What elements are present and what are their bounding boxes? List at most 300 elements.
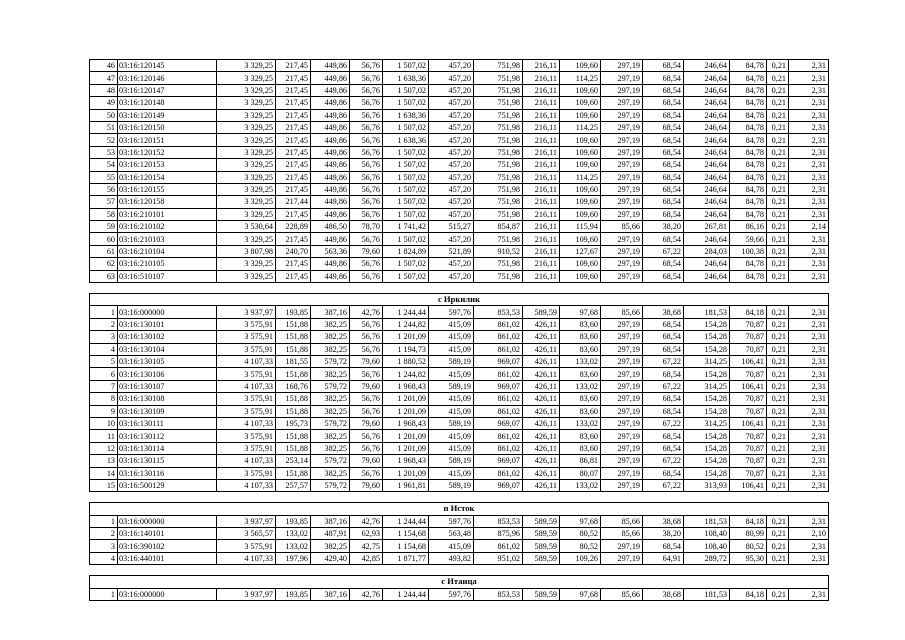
cell-c2: 382,25: [311, 368, 350, 380]
cell-c10: 68,54: [643, 60, 684, 72]
cell-c11: 154,28: [684, 467, 730, 479]
cell-c13: 0,21: [767, 318, 789, 330]
cell-c9: 297,19: [601, 393, 643, 405]
cell-code: 03:16:120150: [118, 121, 217, 133]
cell-c7: 426,11: [523, 331, 560, 343]
cell-c3: 56,76: [350, 343, 383, 355]
section-title: п Исток: [90, 503, 829, 515]
cell-c6: 751,98: [474, 97, 523, 109]
cell-c5: 457,20: [429, 134, 474, 146]
cell-c11: 246,64: [684, 60, 730, 72]
cell-c5: 457,20: [429, 196, 474, 208]
cell-c2: 449,86: [311, 196, 350, 208]
cell-c4: 1 507,02: [383, 60, 429, 72]
cell-num: 15: [90, 479, 118, 491]
cell-c11: 154,28: [684, 318, 730, 330]
cell-c4: 1 507,02: [383, 196, 429, 208]
cell-c7: 216,11: [523, 183, 560, 195]
cell-c7: 589,59: [523, 528, 560, 540]
cell-total: 3 329,25: [217, 146, 276, 158]
cell-total: 3 575,91: [217, 331, 276, 343]
cell-c7: 216,11: [523, 196, 560, 208]
cell-c13: 0,21: [767, 368, 789, 380]
cell-c2: 579,72: [311, 455, 350, 467]
cell-c5: 563,48: [429, 528, 474, 540]
cell-c4: 1 638,36: [383, 72, 429, 84]
cell-num: 2: [90, 528, 118, 540]
cell-c2: 449,86: [311, 109, 350, 121]
cell-c5: 493,82: [429, 552, 474, 564]
cell-c7: 426,11: [523, 405, 560, 417]
cell-c6: 853,53: [474, 306, 523, 318]
table-row: [90, 588, 829, 600]
cell-num: 2: [90, 318, 118, 330]
cell-c13: 0,21: [767, 588, 789, 600]
cell-num: 4: [90, 552, 118, 564]
cell-c8: 133,02: [560, 380, 601, 392]
cell-c2: 449,86: [311, 258, 350, 270]
cell-c10: 68,54: [643, 159, 684, 171]
cell-c7: 426,11: [523, 368, 560, 380]
cell-c9: 297,19: [601, 355, 643, 367]
cell-c9: 297,19: [601, 318, 643, 330]
cell-c3: 79,60: [350, 417, 383, 429]
cell-c6: 751,98: [474, 72, 523, 84]
cell-c10: 68,54: [643, 72, 684, 84]
cell-c9: 297,19: [601, 479, 643, 491]
cell-c13: 0,21: [767, 442, 789, 454]
cell-c10: 38,20: [643, 528, 684, 540]
cell-c4: 1 244,82: [383, 368, 429, 380]
cell-total: 3 575,91: [217, 467, 276, 479]
table-row: [90, 380, 829, 392]
cell-c2: 382,25: [311, 467, 350, 479]
cell-c11: 154,28: [684, 442, 730, 454]
cell-c1: 151,88: [276, 467, 311, 479]
cell-num: 53: [90, 146, 118, 158]
cell-c13: 0,21: [767, 467, 789, 479]
cell-c14: 2,31: [789, 540, 829, 552]
cell-c8: 109,60: [560, 60, 601, 72]
cell-c14: 2,31: [789, 84, 829, 96]
table-row: [90, 171, 829, 183]
cell-c9: 297,19: [601, 208, 643, 220]
cell-num: 8: [90, 393, 118, 405]
cell-c9: 297,19: [601, 380, 643, 392]
cell-num: 10: [90, 417, 118, 429]
cell-c4: 1 244,82: [383, 318, 429, 330]
table-row: [90, 196, 829, 208]
cell-c7: 426,11: [523, 380, 560, 392]
cell-code: 03:16:120155: [118, 183, 217, 195]
cell-c5: 457,20: [429, 121, 474, 133]
cell-c7: 589,59: [523, 306, 560, 318]
table-row: [90, 368, 829, 380]
cell-c3: 56,76: [350, 258, 383, 270]
cell-c5: 457,20: [429, 258, 474, 270]
cell-c5: 415,09: [429, 467, 474, 479]
cell-total: 3 329,25: [217, 208, 276, 220]
cell-c3: 79,60: [350, 380, 383, 392]
cell-code: 03:16:440101: [118, 552, 217, 564]
cell-c13: 0,21: [767, 380, 789, 392]
cell-c4: 1 244,44: [383, 306, 429, 318]
cell-c12: 84,78: [730, 109, 767, 121]
cell-c8: 83,60: [560, 331, 601, 343]
cell-c6: 969,07: [474, 417, 523, 429]
cell-c14: 2,31: [789, 134, 829, 146]
cell-c1: 151,88: [276, 405, 311, 417]
cell-c13: 0,21: [767, 183, 789, 195]
cell-c5: 589,19: [429, 479, 474, 491]
table-row: [90, 318, 829, 330]
cell-c7: 216,11: [523, 97, 560, 109]
cell-c12: 84,78: [730, 84, 767, 96]
cell-code: 03:16:210105: [118, 258, 217, 270]
cell-c10: 68,54: [643, 318, 684, 330]
cell-c2: 382,25: [311, 343, 350, 355]
cell-c2: 449,86: [311, 60, 350, 72]
spacer-cell: [90, 565, 829, 576]
cell-c2: 382,25: [311, 318, 350, 330]
cell-code: 03:16:130101: [118, 318, 217, 330]
cell-c2: 449,86: [311, 134, 350, 146]
cell-c10: 67,22: [643, 380, 684, 392]
cell-c6: 751,98: [474, 171, 523, 183]
table-row: [90, 306, 829, 318]
cell-total: 3 575,91: [217, 430, 276, 442]
cell-c9: 297,19: [601, 552, 643, 564]
cell-code: 03:16:130112: [118, 430, 217, 442]
cell-code: 03:16:130109: [118, 405, 217, 417]
cell-c4: 1 154,68: [383, 528, 429, 540]
cell-c14: 2,31: [789, 455, 829, 467]
cell-total: 3 329,25: [217, 72, 276, 84]
section-header-row: [90, 576, 829, 588]
cell-c4: 1 507,02: [383, 270, 429, 282]
cell-c10: 67,22: [643, 417, 684, 429]
cell-c2: 579,72: [311, 380, 350, 392]
cell-c12: 84,78: [730, 196, 767, 208]
cell-num: 1: [90, 306, 118, 318]
cell-c8: 109,60: [560, 270, 601, 282]
cell-c11: 246,64: [684, 109, 730, 121]
table-row: [90, 417, 829, 429]
cell-code: 03:16:130107: [118, 380, 217, 392]
cell-c12: 84,78: [730, 97, 767, 109]
cell-num: 60: [90, 233, 118, 245]
cell-c1: 168,76: [276, 380, 311, 392]
cell-c13: 0,21: [767, 515, 789, 527]
cell-c8: 109,60: [560, 159, 601, 171]
cell-c6: 751,98: [474, 258, 523, 270]
cell-num: 63: [90, 270, 118, 282]
cell-total: 3 329,25: [217, 84, 276, 96]
cell-c1: 217,45: [276, 97, 311, 109]
cell-code: 03:16:210104: [118, 245, 217, 257]
cell-c6: 751,98: [474, 84, 523, 96]
cell-c3: 56,76: [350, 60, 383, 72]
cell-total: 3 937,97: [217, 515, 276, 527]
cell-c5: 457,20: [429, 97, 474, 109]
cell-c1: 217,45: [276, 208, 311, 220]
cell-c10: 68,54: [643, 405, 684, 417]
cell-code: 03:16:130114: [118, 442, 217, 454]
cell-c4: 1 507,02: [383, 258, 429, 270]
table-row: [90, 84, 829, 96]
cell-c10: 68,54: [643, 121, 684, 133]
cell-c5: 415,09: [429, 343, 474, 355]
cell-c4: 1 201,09: [383, 405, 429, 417]
cell-c6: 861,02: [474, 540, 523, 552]
cell-c9: 297,19: [601, 121, 643, 133]
cell-c8: 109,60: [560, 258, 601, 270]
cell-c7: 426,11: [523, 467, 560, 479]
cell-c14: 2,31: [789, 343, 829, 355]
cell-code: 03:16:000000: [118, 306, 217, 318]
cell-c2: 449,86: [311, 208, 350, 220]
cell-c7: 216,11: [523, 121, 560, 133]
cell-c7: 216,11: [523, 84, 560, 96]
table-row: [90, 355, 829, 367]
cell-c11: 246,64: [684, 72, 730, 84]
cell-c6: 969,07: [474, 479, 523, 491]
cell-c13: 0,21: [767, 528, 789, 540]
cell-c5: 415,09: [429, 331, 474, 343]
cell-c3: 56,76: [350, 331, 383, 343]
cell-c4: 1 961,81: [383, 479, 429, 491]
cell-num: 49: [90, 97, 118, 109]
cell-c8: 133,02: [560, 479, 601, 491]
cell-c3: 56,76: [350, 318, 383, 330]
cell-c5: 415,09: [429, 430, 474, 442]
cell-code: 03:16:120154: [118, 171, 217, 183]
cell-c2: 579,72: [311, 417, 350, 429]
cell-c14: 2,31: [789, 121, 829, 133]
cell-num: 3: [90, 331, 118, 343]
cell-c10: 67,22: [643, 455, 684, 467]
cell-total: 3 575,91: [217, 540, 276, 552]
cell-c11: 284,03: [684, 245, 730, 257]
cell-c7: 589,59: [523, 552, 560, 564]
cell-num: 48: [90, 84, 118, 96]
cell-c11: 267,81: [684, 221, 730, 233]
cell-c13: 0,21: [767, 97, 789, 109]
cell-c14: 2,31: [789, 196, 829, 208]
cell-c7: 589,59: [523, 540, 560, 552]
cell-total: 3 575,91: [217, 405, 276, 417]
cell-c1: 151,88: [276, 368, 311, 380]
cell-num: 1: [90, 588, 118, 600]
section-title: с Итанца: [90, 576, 829, 588]
cell-c2: 449,86: [311, 121, 350, 133]
cell-c14: 2,31: [789, 159, 829, 171]
cell-c12: 80,99: [730, 528, 767, 540]
table-row: [90, 221, 829, 233]
cell-c6: 751,98: [474, 134, 523, 146]
cell-c11: 289,72: [684, 552, 730, 564]
cell-total: 3 807,98: [217, 245, 276, 257]
cell-c14: 2,31: [789, 442, 829, 454]
cell-c12: 84,78: [730, 72, 767, 84]
cell-c3: 56,76: [350, 208, 383, 220]
cell-c12: 59,66: [730, 233, 767, 245]
cell-code: 03:16:130116: [118, 467, 217, 479]
cell-num: 52: [90, 134, 118, 146]
cell-c6: 853,53: [474, 588, 523, 600]
cell-c7: 216,11: [523, 134, 560, 146]
cell-c9: 297,19: [601, 109, 643, 121]
cell-c4: 1 741,42: [383, 221, 429, 233]
cell-c6: 861,02: [474, 430, 523, 442]
cell-c9: 297,19: [601, 368, 643, 380]
cell-c11: 246,64: [684, 258, 730, 270]
cell-c12: 70,87: [730, 318, 767, 330]
cell-c6: 861,02: [474, 467, 523, 479]
cell-c8: 109,60: [560, 97, 601, 109]
cell-code: 03:16:130105: [118, 355, 217, 367]
cell-c8: 97,68: [560, 588, 601, 600]
cell-c4: 1 507,02: [383, 233, 429, 245]
cell-num: 51: [90, 121, 118, 133]
cell-c3: 42,85: [350, 552, 383, 564]
cell-c1: 217,45: [276, 121, 311, 133]
table-row: [90, 183, 829, 195]
cell-c2: 486,50: [311, 221, 350, 233]
cell-c12: 84,78: [730, 270, 767, 282]
cell-c2: 382,25: [311, 331, 350, 343]
cell-total: 3 329,25: [217, 60, 276, 72]
cell-c6: 854,87: [474, 221, 523, 233]
cell-c13: 0,21: [767, 233, 789, 245]
cell-code: 03:16:500129: [118, 479, 217, 491]
cell-c2: 382,25: [311, 442, 350, 454]
cell-c10: 67,22: [643, 245, 684, 257]
cell-c8: 97,68: [560, 306, 601, 318]
cell-c3: 62,93: [350, 528, 383, 540]
spacer-cell: [90, 492, 829, 503]
cell-c8: 109,60: [560, 183, 601, 195]
cell-c1: 133,02: [276, 528, 311, 540]
cell-c10: 64,91: [643, 552, 684, 564]
cell-c5: 457,20: [429, 84, 474, 96]
cell-c7: 216,11: [523, 60, 560, 72]
cell-code: 03:16:130106: [118, 368, 217, 380]
cell-c10: 38,68: [643, 588, 684, 600]
cell-c12: 70,87: [730, 467, 767, 479]
cell-c6: 751,98: [474, 233, 523, 245]
cell-c1: 151,88: [276, 442, 311, 454]
cell-c11: 154,28: [684, 393, 730, 405]
cell-c5: 457,20: [429, 208, 474, 220]
cell-c2: 449,86: [311, 171, 350, 183]
cell-code: 03:16:130115: [118, 455, 217, 467]
cell-total: 3 329,25: [217, 121, 276, 133]
cell-c3: 56,76: [350, 467, 383, 479]
cell-code: 03:16:120146: [118, 72, 217, 84]
cell-total: 3 575,91: [217, 343, 276, 355]
cell-c6: 751,98: [474, 159, 523, 171]
cell-c9: 85,66: [601, 588, 643, 600]
cell-c4: 1 201,09: [383, 331, 429, 343]
cell-c11: 108,40: [684, 540, 730, 552]
cell-c13: 0,21: [767, 540, 789, 552]
cell-c5: 589,19: [429, 455, 474, 467]
cell-num: 5: [90, 355, 118, 367]
table-row: [90, 528, 829, 540]
cell-c6: 751,98: [474, 60, 523, 72]
cell-c5: 597,76: [429, 306, 474, 318]
cell-c1: 240,70: [276, 245, 311, 257]
cell-c7: 216,11: [523, 72, 560, 84]
cell-c9: 297,19: [601, 171, 643, 183]
cell-c13: 0,21: [767, 405, 789, 417]
cell-c11: 246,64: [684, 196, 730, 208]
cell-c1: 151,88: [276, 343, 311, 355]
cell-num: 14: [90, 467, 118, 479]
cell-c5: 415,09: [429, 442, 474, 454]
cell-c2: 429,40: [311, 552, 350, 564]
cell-c3: 42,76: [350, 515, 383, 527]
cell-c1: 217,44: [276, 196, 311, 208]
cell-c14: 2,31: [789, 233, 829, 245]
cell-code: 03:16:120153: [118, 159, 217, 171]
cell-c4: 1 154,68: [383, 540, 429, 552]
cell-c14: 2,31: [789, 430, 829, 442]
cell-c4: 1 968,43: [383, 417, 429, 429]
cell-c12: 84,18: [730, 515, 767, 527]
cell-c12: 106,41: [730, 417, 767, 429]
cell-total: 3 575,91: [217, 368, 276, 380]
cell-c14: 2,31: [789, 171, 829, 183]
cell-c7: 426,11: [523, 417, 560, 429]
cell-total: 3 329,25: [217, 233, 276, 245]
cell-c3: 56,76: [350, 393, 383, 405]
cell-c2: 387,16: [311, 515, 350, 527]
cell-c13: 0,21: [767, 479, 789, 491]
table-row: [90, 343, 829, 355]
cell-c7: 589,59: [523, 515, 560, 527]
cell-num: 7: [90, 380, 118, 392]
cell-total: 3 937,97: [217, 306, 276, 318]
cell-c1: 217,45: [276, 159, 311, 171]
cell-code: 03:16:120158: [118, 196, 217, 208]
cell-c6: 751,98: [474, 270, 523, 282]
cell-c9: 297,19: [601, 331, 643, 343]
cell-c6: 969,07: [474, 455, 523, 467]
cell-c8: 83,60: [560, 393, 601, 405]
cell-code: 03:16:210101: [118, 208, 217, 220]
cell-c2: 449,86: [311, 146, 350, 158]
cell-num: 47: [90, 72, 118, 84]
cell-code: 03:16:000000: [118, 588, 217, 600]
cell-c7: 216,11: [523, 109, 560, 121]
cell-c8: 133,02: [560, 417, 601, 429]
cell-c3: 79,60: [350, 355, 383, 367]
cell-c6: 861,02: [474, 318, 523, 330]
cell-c6: 861,02: [474, 343, 523, 355]
cell-c5: 415,09: [429, 318, 474, 330]
cell-c7: 426,11: [523, 442, 560, 454]
cell-c6: 875,96: [474, 528, 523, 540]
cell-num: 54: [90, 159, 118, 171]
cell-c14: 2,31: [789, 72, 829, 84]
cell-c1: 217,45: [276, 84, 311, 96]
cell-total: 3 329,25: [217, 270, 276, 282]
cell-c2: 449,86: [311, 97, 350, 109]
cell-c13: 0,21: [767, 455, 789, 467]
cell-c4: 1 201,09: [383, 442, 429, 454]
